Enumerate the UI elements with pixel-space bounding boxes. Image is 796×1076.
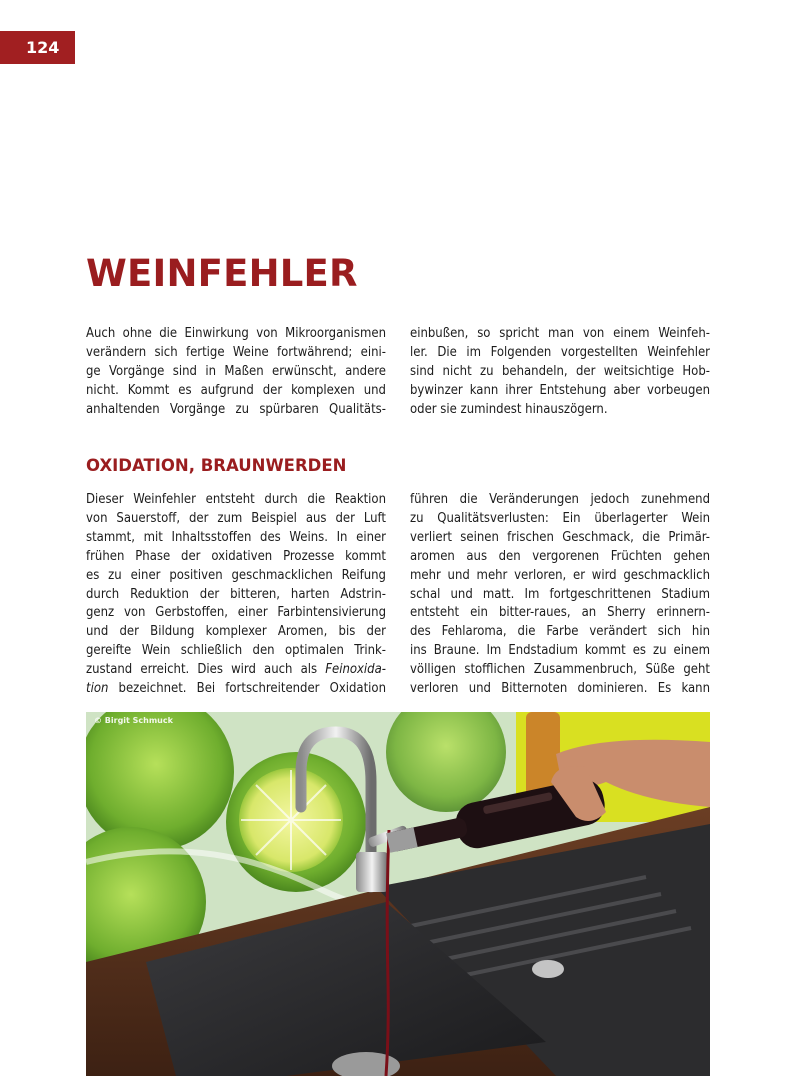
text-line: durch Reduktion der bitteren, harten Adstrin- — [86, 586, 386, 602]
italic-term: tion — [86, 681, 109, 697]
text-line: genz von Gerbstoffen, einer Farbintensivierung — [86, 605, 386, 621]
text-line: verloren und Bitternoten dominieren. Es kann — [410, 681, 710, 697]
text-run: bezeichnet. Bei fortschreitender Oxidation — [108, 681, 386, 697]
text-line: schal und matt. Im fortgeschrittenen Stadium — [410, 586, 710, 602]
text-line: aromen aus den vergorenen Früchten gehen — [410, 548, 710, 564]
text-line: anhaltenden Vorgänge zu spürbaren Qualitäts- — [86, 401, 386, 417]
text-run: zustand erreicht. Dies wird auch als — [86, 662, 318, 678]
text-line: von Sauerstoff, der zum Beispiel aus der Luft — [86, 510, 386, 526]
photo-illustration — [86, 712, 710, 1076]
page-title: WEINFEHLER — [86, 252, 358, 295]
text-line: ins Braune. Im Endstadium kommt es zu einem — [410, 643, 710, 659]
text-line: mehr und mehr verloren, er wird geschmacklich — [410, 567, 710, 583]
text-line: nicht. Kommt es aufgrund der komplexen und — [86, 382, 386, 398]
sink-photo — [86, 712, 710, 1076]
oxidation-column-left — [86, 491, 386, 699]
text-line: führen die Veränderungen jedoch zunehmend — [410, 492, 710, 507]
text-line: bywinzer kann ihrer Entstehung aber vorbeugen — [410, 382, 710, 398]
faucet-base — [356, 852, 388, 892]
text-line — [86, 680, 386, 699]
text-line: völligen stofflichen Zusammenbruch, Süße geht — [410, 662, 710, 678]
text-line: und der Bildung komplexer Aromen, bis der — [86, 624, 386, 640]
section-heading: OXIDATION, BRAUNWERDEN — [86, 456, 347, 475]
italic-term: Feinoxida- — [325, 662, 386, 678]
text-line: ler. Die im Folgenden vorgestellten Weinfehler — [410, 344, 710, 360]
oxidation-column-right — [410, 491, 710, 699]
text-line: verändern sich fertige Weine fortwährend; eini- — [86, 344, 386, 360]
wine-stream — [386, 830, 389, 1076]
text-line: Dieser Weinfehler entsteht durch die Reaktion — [86, 492, 386, 507]
intro-column-left — [86, 325, 386, 420]
text-line: ge Vorgänge sind in Maßen erwünscht, andere — [86, 363, 386, 379]
text-line: gereifte Wein schließlich den optimalen Trink- — [86, 643, 386, 659]
text-line: sind nicht zu behandeln, der weitsichtige Hob- — [410, 363, 710, 379]
text-line: stammt, mit Inhaltsstoffen des Weins. In einer — [86, 529, 386, 545]
text-line: Auch ohne die Einwirkung von Mikroorganismen — [86, 326, 386, 341]
text-line: frühen Phase der oxidativen Prozesse kommt — [86, 548, 386, 564]
drain-knob — [532, 960, 564, 978]
text-line: zu Qualitätsverlusten: Ein überlagerter Wein — [410, 510, 710, 526]
text-line: entsteht ein bitter-raues, an Sherry erinnern- — [410, 605, 710, 621]
intro-column-right — [410, 325, 710, 420]
text-line: oder sie zumindest hinauszögern. — [410, 401, 608, 417]
text-line: des Fehlaroma, die Farbe verändert sich hin — [410, 624, 710, 640]
photo-credit: © Birgit Schmuck — [94, 716, 173, 725]
text-line — [86, 661, 386, 680]
text-line: es zu einer positiven geschmacklichen Reifung — [86, 567, 386, 583]
page-number: 124 — [0, 31, 75, 64]
text-line: verliert seinen frischen Geschmack, die Primär- — [410, 529, 710, 545]
text-line: einbußen, so spricht man von einem Weinfeh- — [410, 326, 710, 341]
